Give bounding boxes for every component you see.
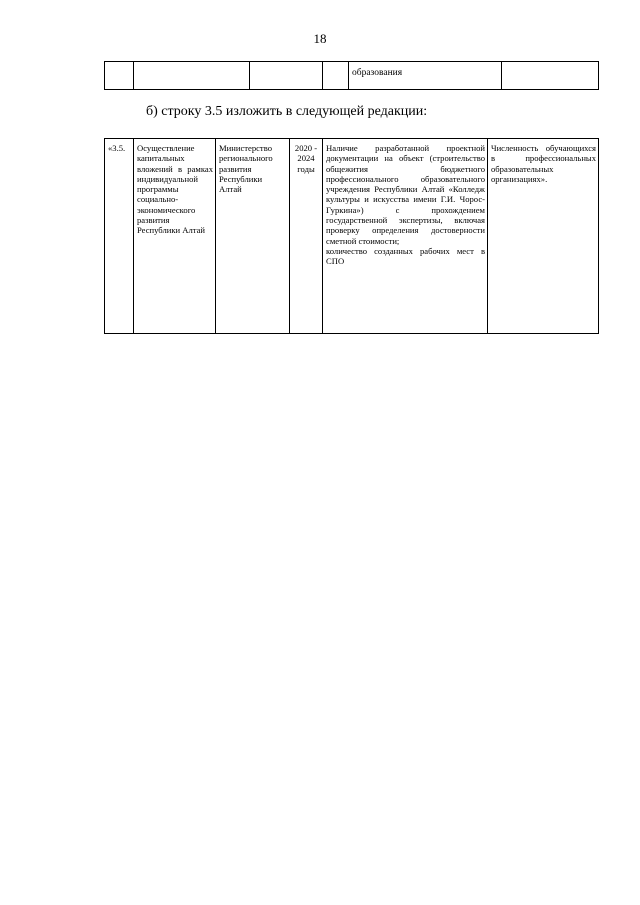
section-heading: б) строку 3.5 изложить в следующей редакции:: [146, 104, 428, 119]
result-text: Наличие разработанной проектной документации на объект (строительство общежития бюджетного профессионального образовательного учреждения Республики Алтай «Колледж культуры и искусства имени Г.И. Чорос-Гуркина») с прохождением государственной экспертизы, включая проверку определения достоверности сметной стоимости;: [326, 143, 485, 246]
table-row: [105, 139, 599, 334]
table-cell: [105, 62, 134, 90]
page-number: 18: [313, 31, 327, 46]
executor-cell: Министерство регионального развития Республики Алтай: [216, 139, 290, 334]
period-cell: 2020 - 2024 годы: [290, 139, 323, 334]
table-cell: [134, 62, 250, 90]
event-cell: Осуществление капитальных вложений в рамках индивидуальной программы социально-экономического развития Республики Алтай: [134, 139, 216, 334]
amended-row-table: [104, 138, 599, 334]
table-cell: [323, 62, 349, 90]
table-cell: образования: [349, 62, 502, 90]
result-cell: [323, 139, 488, 334]
table-row: [105, 62, 599, 90]
previous-table-fragment: [104, 61, 599, 90]
result-text: количество созданных рабочих мест в СПО: [326, 245, 485, 267]
row-number: «3.5.: [105, 139, 134, 334]
table-cell: [250, 62, 323, 90]
indicator-cell: Численность обучающихся в профессиональных образовательных организациях».: [488, 139, 599, 334]
table-cell: [502, 62, 599, 90]
